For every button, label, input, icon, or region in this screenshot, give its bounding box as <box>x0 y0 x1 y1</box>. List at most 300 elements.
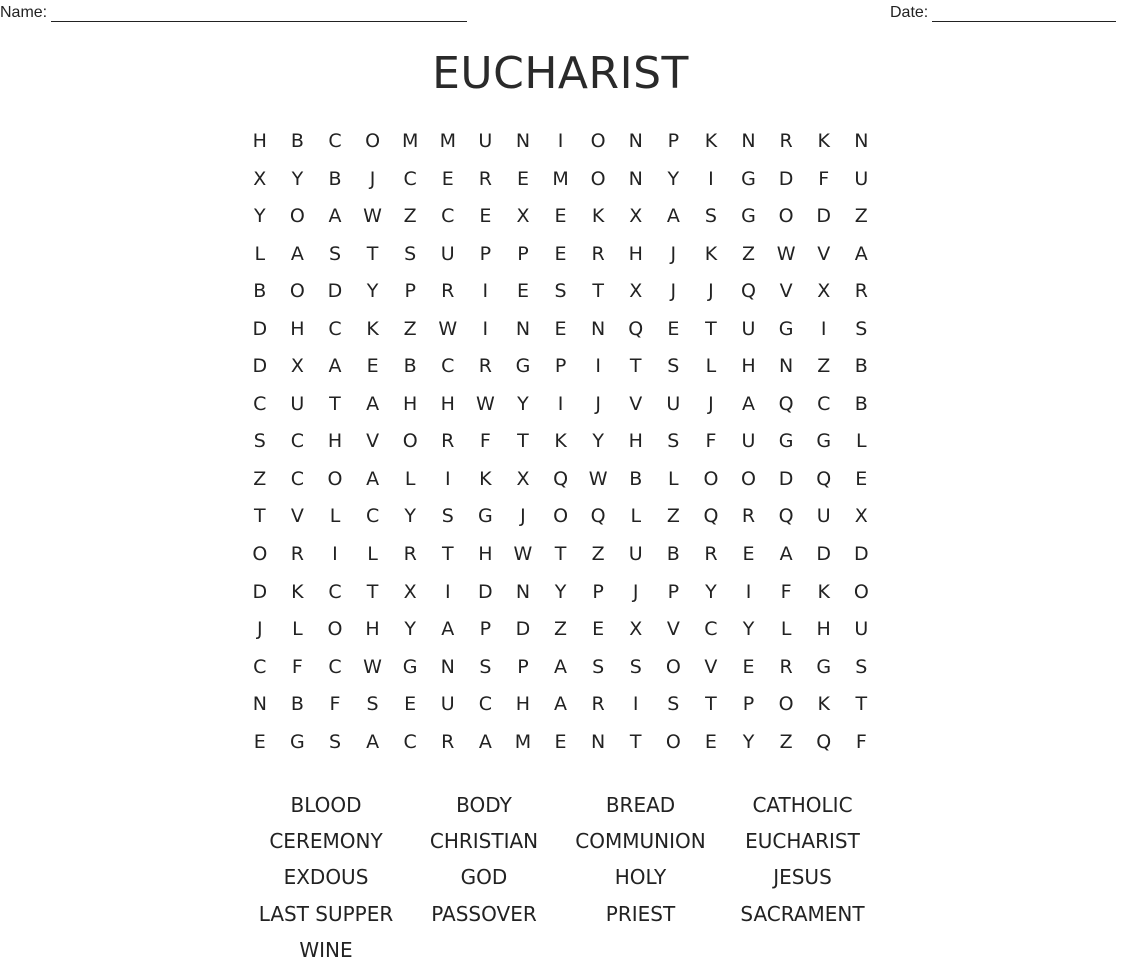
grid-cell[interactable]: Y <box>742 730 755 753</box>
grid-cell[interactable]: T <box>705 693 717 716</box>
grid-cell[interactable]: C <box>704 618 718 641</box>
grid-cell[interactable]: Q <box>778 392 794 415</box>
grid-cell[interactable]: R <box>591 693 605 716</box>
grid-cell[interactable]: U <box>440 242 455 265</box>
grid-cell[interactable]: B <box>290 693 304 716</box>
grid-cell[interactable]: O <box>590 167 606 190</box>
grid-cell[interactable]: U <box>290 392 305 415</box>
grid-cell[interactable]: P <box>667 580 680 603</box>
grid-cell[interactable]: F <box>479 430 491 453</box>
grid-cell[interactable]: Z <box>591 543 605 566</box>
grid-cell[interactable]: S <box>328 730 342 753</box>
grid-cell[interactable]: T <box>366 242 379 265</box>
grid-cell[interactable]: S <box>855 655 868 678</box>
grid-cell[interactable]: S <box>667 355 680 378</box>
grid-cell[interactable]: D <box>327 280 343 303</box>
grid-cell[interactable]: Z <box>666 505 680 528</box>
grid-cell[interactable]: B <box>328 167 342 190</box>
grid-cell[interactable]: Y <box>366 280 379 303</box>
grid-cell[interactable]: S <box>366 693 379 716</box>
date-blank-line[interactable] <box>932 5 1116 22</box>
grid-cell[interactable]: C <box>253 655 267 678</box>
grid-cell[interactable]: E <box>704 730 717 753</box>
grid-cell[interactable]: O <box>252 543 268 566</box>
grid-cell[interactable]: T <box>517 430 529 453</box>
grid-cell[interactable]: O <box>778 205 794 228</box>
grid-cell[interactable]: X <box>629 618 643 641</box>
grid-cell[interactable]: Y <box>291 167 304 190</box>
grid-cell[interactable]: T <box>554 543 567 566</box>
grid-cell[interactable]: R <box>290 543 304 566</box>
grid-cell[interactable]: V <box>366 430 380 453</box>
grid-cell[interactable]: L <box>630 505 642 528</box>
grid-cell[interactable]: S <box>855 317 868 340</box>
grid-cell[interactable]: P <box>479 618 492 641</box>
grid-cell[interactable]: U <box>666 392 681 415</box>
grid-cell[interactable]: V <box>817 242 831 265</box>
grid-cell[interactable]: U <box>741 430 756 453</box>
grid-cell[interactable]: I <box>444 580 451 603</box>
grid-cell[interactable]: A <box>554 655 568 678</box>
grid-cell[interactable]: C <box>365 505 380 528</box>
grid-cell[interactable]: Y <box>667 167 680 190</box>
grid-cell[interactable]: O <box>853 580 869 603</box>
grid-cell[interactable]: W <box>438 317 458 340</box>
grid-cell[interactable]: R <box>403 543 417 566</box>
grid-cell[interactable]: F <box>291 655 303 678</box>
grid-cell[interactable]: J <box>256 618 263 641</box>
grid-cell[interactable]: Y <box>592 430 604 453</box>
grid-cell[interactable]: R <box>779 130 793 152</box>
grid-cell[interactable]: C <box>441 205 455 228</box>
grid-cell[interactable]: Z <box>403 317 417 340</box>
grid-cell[interactable]: A <box>666 205 680 228</box>
grid-cell[interactable]: E <box>554 317 567 340</box>
grid-cell[interactable]: J <box>595 392 601 415</box>
grid-cell[interactable]: A <box>328 355 342 378</box>
grid-cell[interactable]: A <box>328 205 342 228</box>
grid-cell[interactable]: J <box>520 505 526 528</box>
grid-cell[interactable]: Q <box>741 280 756 303</box>
grid-cell[interactable]: K <box>704 130 718 152</box>
grid-cell[interactable]: H <box>290 317 305 340</box>
grid-cell[interactable]: A <box>441 618 455 641</box>
grid-cell[interactable]: U <box>478 130 493 152</box>
grid-cell[interactable]: I <box>820 317 827 340</box>
grid-cell[interactable]: J <box>670 280 677 303</box>
grid-cell[interactable]: H <box>327 430 343 453</box>
grid-cell[interactable]: I <box>557 392 564 415</box>
grid-cell[interactable]: O <box>553 505 569 528</box>
grid-cell[interactable]: B <box>629 467 643 490</box>
grid-cell[interactable]: M <box>401 130 419 152</box>
grid-cell[interactable]: O <box>289 280 305 303</box>
grid-row <box>241 386 881 424</box>
grid-cell[interactable]: E <box>441 167 454 190</box>
grid-cell[interactable]: E <box>554 242 567 265</box>
grid-cell[interactable]: E <box>855 467 868 490</box>
grid-cell[interactable]: I <box>332 543 338 566</box>
grid-cell[interactable]: J <box>670 242 677 265</box>
grid-cell[interactable]: L <box>780 618 792 641</box>
grid-cell[interactable]: U <box>816 505 831 528</box>
grid-cell[interactable]: I <box>708 167 714 190</box>
grid-cell[interactable]: G <box>290 730 305 753</box>
grid-row <box>241 423 881 461</box>
grid-cell[interactable]: P <box>479 242 492 265</box>
grid-cell[interactable]: W <box>588 467 608 490</box>
grid-cell[interactable]: L <box>668 467 679 490</box>
grid-row <box>241 348 881 386</box>
grid-cell[interactable]: J <box>632 580 639 603</box>
grid-cell[interactable]: Q <box>778 505 794 528</box>
grid-cell[interactable]: G <box>816 655 832 678</box>
grid-cell[interactable]: V <box>629 392 643 415</box>
date-field[interactable] <box>890 4 1116 22</box>
grid-cell[interactable]: H <box>741 355 756 378</box>
grid-cell[interactable]: F <box>329 693 341 716</box>
grid-cell[interactable]: N <box>854 130 869 152</box>
grid-cell[interactable]: N <box>628 167 643 190</box>
grid-cell[interactable]: H <box>515 693 531 716</box>
grid-cell[interactable]: N <box>515 580 531 603</box>
grid-cell[interactable]: B <box>253 280 267 303</box>
grid-cell[interactable]: L <box>367 543 378 566</box>
grid-cell[interactable]: G <box>402 655 418 678</box>
grid-cell[interactable]: D <box>778 467 794 490</box>
grid-cell[interactable]: N <box>252 693 267 716</box>
grid-cell[interactable]: S <box>253 430 266 453</box>
grid-cell[interactable]: N <box>741 130 756 152</box>
grid-cell[interactable]: O <box>327 467 343 490</box>
grid-cell[interactable]: S <box>441 505 454 528</box>
grid-cell[interactable]: R <box>854 280 868 303</box>
grid-cell[interactable]: O <box>665 655 681 678</box>
grid-cell[interactable]: K <box>817 693 830 716</box>
grid-cell[interactable]: G <box>778 317 794 340</box>
grid-cell[interactable]: E <box>404 693 417 716</box>
grid-cell[interactable]: E <box>667 317 680 340</box>
grid-cell[interactable]: S <box>667 430 680 453</box>
grid-cell[interactable]: N <box>779 355 794 378</box>
grid-cell[interactable]: X <box>629 205 643 228</box>
grid-cell[interactable]: G <box>778 430 794 453</box>
grid-cell[interactable]: W <box>363 655 382 678</box>
grid-cell[interactable]: F <box>705 430 717 453</box>
grid-cell[interactable]: O <box>590 130 606 152</box>
grid-cell[interactable]: X <box>516 467 530 490</box>
grid-cell[interactable]: E <box>592 618 605 641</box>
grid-cell[interactable]: D <box>515 618 531 641</box>
grid-cell[interactable]: X <box>817 280 831 303</box>
grid-cell[interactable]: A <box>742 392 756 415</box>
grid-cell[interactable]: T <box>629 355 642 378</box>
grid-cell[interactable]: O <box>703 467 719 490</box>
grid-cell[interactable]: E <box>554 730 567 753</box>
grid-cell[interactable]: F <box>780 580 792 603</box>
grid-cell[interactable]: T <box>592 280 604 303</box>
grid-cell[interactable]: Q <box>703 505 719 528</box>
grid-cell[interactable]: H <box>628 430 643 453</box>
grid-cell[interactable]: Q <box>553 467 569 490</box>
grid-cell[interactable]: Z <box>403 205 417 228</box>
grid-cell[interactable]: T <box>253 505 266 528</box>
grid-cell[interactable]: H <box>628 242 643 265</box>
grid-cell[interactable]: A <box>366 392 380 415</box>
grid-cell[interactable]: Q <box>816 467 832 490</box>
grid-cell[interactable]: O <box>402 430 418 453</box>
grid-cell[interactable]: V <box>779 280 793 303</box>
grid-cell[interactable]: C <box>478 693 492 716</box>
grid-cell[interactable]: A <box>366 467 380 490</box>
grid-cell[interactable]: H <box>816 618 831 641</box>
grid-cell[interactable]: S <box>592 655 605 678</box>
grid-cell[interactable]: H <box>365 618 380 641</box>
grid-cell[interactable]: Y <box>742 618 755 641</box>
grid-cell[interactable]: C <box>403 167 417 190</box>
grid-cell[interactable]: T <box>366 580 379 603</box>
grid-cell[interactable]: K <box>291 580 304 603</box>
grid-cell[interactable]: M <box>439 130 456 152</box>
grid-cell[interactable]: K <box>817 580 830 603</box>
grid-cell[interactable]: V <box>290 505 304 528</box>
grid-cell[interactable]: I <box>444 467 451 490</box>
grid-cell[interactable]: K <box>366 317 379 340</box>
grid-cell[interactable]: K <box>591 205 605 228</box>
grid-cell[interactable]: T <box>441 543 454 566</box>
grid-cell[interactable]: L <box>856 430 867 453</box>
grid-cell[interactable]: J <box>708 392 714 415</box>
grid-cell[interactable]: L <box>404 467 416 490</box>
grid-cell[interactable]: A <box>854 242 868 265</box>
grid-cell[interactable]: C <box>328 655 342 678</box>
grid-cell[interactable]: O <box>741 467 756 490</box>
grid-cell[interactable]: C <box>328 580 342 603</box>
grid-cell[interactable]: H <box>478 543 493 566</box>
grid-cell[interactable]: I <box>557 130 564 152</box>
grid-cell[interactable]: N <box>440 655 455 678</box>
grid-row <box>241 649 881 687</box>
grid-cell[interactable]: X <box>516 205 530 228</box>
grid-cell[interactable]: R <box>441 280 455 303</box>
grid-row <box>241 273 881 311</box>
grid-cell[interactable]: E <box>516 280 529 303</box>
grid-cell[interactable]: B <box>403 355 417 378</box>
grid-cell[interactable]: C <box>328 130 342 152</box>
grid-cell[interactable]: C <box>253 392 267 415</box>
grid-cell[interactable]: Y <box>554 580 567 603</box>
grid-cell[interactable]: R <box>441 730 455 753</box>
grid-cell[interactable]: I <box>482 317 489 340</box>
grid-cell[interactable]: Q <box>816 730 832 753</box>
grid-cell[interactable]: U <box>854 167 869 190</box>
grid-cell[interactable]: D <box>478 580 493 603</box>
grid-cell[interactable]: Y <box>517 392 529 415</box>
grid-cell[interactable]: E <box>516 167 529 190</box>
grid-cell[interactable]: P <box>554 355 567 378</box>
grid-cell[interactable]: S <box>629 655 642 678</box>
grid-cell[interactable]: P <box>592 580 604 603</box>
grid-cell[interactable]: U <box>741 317 756 340</box>
grid-cell[interactable]: P <box>517 655 529 678</box>
grid-cell[interactable]: F <box>855 730 867 753</box>
grid-cell[interactable]: D <box>252 580 268 603</box>
grid-cell[interactable]: A <box>290 242 304 265</box>
grid-cell[interactable]: Q <box>628 317 644 340</box>
grid-cell[interactable]: N <box>591 730 606 753</box>
grid-cell[interactable]: A <box>366 730 380 753</box>
grid-cell[interactable]: J <box>708 280 714 303</box>
grid-cell[interactable]: Z <box>742 242 756 265</box>
grid-cell[interactable]: O <box>665 730 681 753</box>
grid-cell[interactable]: K <box>479 467 492 490</box>
grid-cell[interactable]: S <box>554 280 567 303</box>
grid-cell[interactable]: W <box>475 392 495 415</box>
grid-cell[interactable]: O <box>365 130 381 152</box>
grid-cell[interactable]: H <box>252 130 267 152</box>
grid-cell[interactable]: E <box>253 730 266 753</box>
grid-cell[interactable]: C <box>403 730 417 753</box>
grid-cell[interactable]: A <box>478 730 492 753</box>
grid-cell[interactable]: G <box>515 355 531 378</box>
grid-cell[interactable]: Y <box>404 505 416 528</box>
grid-cell[interactable]: D <box>816 205 832 228</box>
grid-cell[interactable]: R <box>478 167 492 190</box>
grid-cell[interactable]: C <box>817 392 831 415</box>
grid-cell[interactable]: S <box>479 655 492 678</box>
grid-row <box>241 198 881 236</box>
grid-cell[interactable]: N <box>515 130 531 152</box>
grid-cell[interactable]: X <box>629 280 643 303</box>
grid-cell[interactable]: I <box>632 693 639 716</box>
grid-cell[interactable]: R <box>591 242 605 265</box>
grid-cell[interactable]: A <box>779 543 793 566</box>
grid-cell[interactable]: U <box>854 618 869 641</box>
grid-cell[interactable]: C <box>290 467 305 490</box>
grid-cell[interactable]: U <box>628 543 643 566</box>
word-bank-item: PRIEST <box>605 901 676 926</box>
grid-cell[interactable]: Y <box>404 618 416 641</box>
grid-cell[interactable]: C <box>328 317 342 340</box>
grid-cell[interactable]: I <box>745 580 752 603</box>
grid-cell[interactable]: H <box>403 392 418 415</box>
grid-cell[interactable]: A <box>554 693 568 716</box>
grid-cell[interactable]: X <box>403 580 417 603</box>
grid-cell[interactable]: Q <box>590 505 606 528</box>
grid-cell[interactable]: R <box>441 430 455 453</box>
grid-cell[interactable]: N <box>515 317 531 340</box>
grid-cell[interactable]: U <box>440 693 455 716</box>
grid-cell[interactable]: S <box>704 205 717 228</box>
grid-cell[interactable]: H <box>440 392 455 415</box>
grid-cell[interactable]: S <box>328 242 342 265</box>
grid-cell[interactable]: G <box>741 205 756 228</box>
grid-cell[interactable]: P <box>404 280 416 303</box>
grid-cell[interactable]: B <box>854 355 868 378</box>
grid-cell[interactable]: K <box>704 242 718 265</box>
grid-cell[interactable]: D <box>778 167 794 190</box>
grid-cell[interactable]: Z <box>554 618 568 641</box>
grid-cell[interactable]: K <box>554 430 567 453</box>
grid-cell[interactable]: D <box>252 317 268 340</box>
grid-cell[interactable]: T <box>855 693 868 716</box>
grid-cell[interactable]: T <box>705 317 717 340</box>
grid-cell[interactable]: R <box>779 655 793 678</box>
grid-cell[interactable]: C <box>441 355 455 378</box>
grid-cell[interactable]: N <box>628 130 643 152</box>
grid-cell[interactable]: M <box>552 167 569 190</box>
grid-cell[interactable]: R <box>741 505 756 528</box>
grid-cell[interactable]: Z <box>817 355 831 378</box>
grid-cell[interactable]: O <box>289 205 305 228</box>
grid-cell[interactable]: E <box>742 543 755 566</box>
grid-cell[interactable]: X <box>290 355 304 378</box>
grid-cell[interactable]: L <box>292 618 303 641</box>
grid-cell[interactable]: L <box>254 242 266 265</box>
grid-cell[interactable]: I <box>482 280 489 303</box>
grid-cell[interactable]: N <box>591 317 606 340</box>
grid-cell[interactable]: G <box>816 430 832 453</box>
grid-cell[interactable]: E <box>479 205 492 228</box>
grid-cell[interactable]: P <box>667 130 680 152</box>
grid-cell[interactable]: W <box>363 205 382 228</box>
grid-cell[interactable]: D <box>853 543 869 566</box>
grid-cell[interactable]: M <box>514 730 532 753</box>
grid-cell[interactable]: S <box>404 242 417 265</box>
grid-cell[interactable]: E <box>554 205 567 228</box>
grid-cell[interactable]: T <box>629 730 642 753</box>
grid-cell[interactable]: X <box>854 505 868 528</box>
grid-cell[interactable]: P <box>742 693 755 716</box>
grid-cell[interactable]: B <box>854 392 868 415</box>
grid-cell[interactable]: Y <box>705 580 717 603</box>
grid-cell[interactable]: W <box>513 543 533 566</box>
name-blank-line[interactable] <box>51 5 467 22</box>
name-field[interactable] <box>0 4 467 22</box>
grid-cell[interactable]: R <box>478 355 492 378</box>
grid-cell[interactable]: V <box>704 655 718 678</box>
grid-cell[interactable]: T <box>329 392 341 415</box>
grid-cell[interactable]: R <box>704 543 718 566</box>
grid-cell[interactable]: B <box>666 543 680 566</box>
grid-cell[interactable]: L <box>705 355 717 378</box>
grid-cell[interactable]: E <box>742 655 755 678</box>
grid-cell[interactable]: Y <box>253 205 266 228</box>
grid-cell[interactable]: O <box>327 618 343 641</box>
grid-cell[interactable]: B <box>290 130 304 152</box>
grid-cell[interactable]: D <box>816 543 832 566</box>
grid-cell[interactable]: K <box>817 130 830 152</box>
grid-cell[interactable]: J <box>369 167 376 190</box>
grid-cell[interactable]: S <box>667 693 680 716</box>
grid-cell[interactable]: G <box>477 505 493 528</box>
grid-cell[interactable]: O <box>778 693 794 716</box>
grid-cell[interactable]: I <box>595 355 601 378</box>
grid-cell[interactable]: G <box>741 167 756 190</box>
grid-cell[interactable]: L <box>329 505 341 528</box>
grid-cell[interactable]: V <box>666 618 680 641</box>
grid-cell[interactable]: W <box>776 242 796 265</box>
grid-cell[interactable]: Z <box>854 205 868 228</box>
grid-cell[interactable]: F <box>818 167 830 190</box>
grid-cell[interactable]: E <box>366 355 379 378</box>
grid-cell[interactable]: X <box>253 167 267 190</box>
grid-cell[interactable]: P <box>517 242 529 265</box>
grid-cell[interactable]: Z <box>779 730 793 753</box>
grid-cell[interactable]: C <box>290 430 305 453</box>
grid-cell[interactable]: Z <box>253 467 267 490</box>
grid-cell[interactable]: D <box>252 355 268 378</box>
